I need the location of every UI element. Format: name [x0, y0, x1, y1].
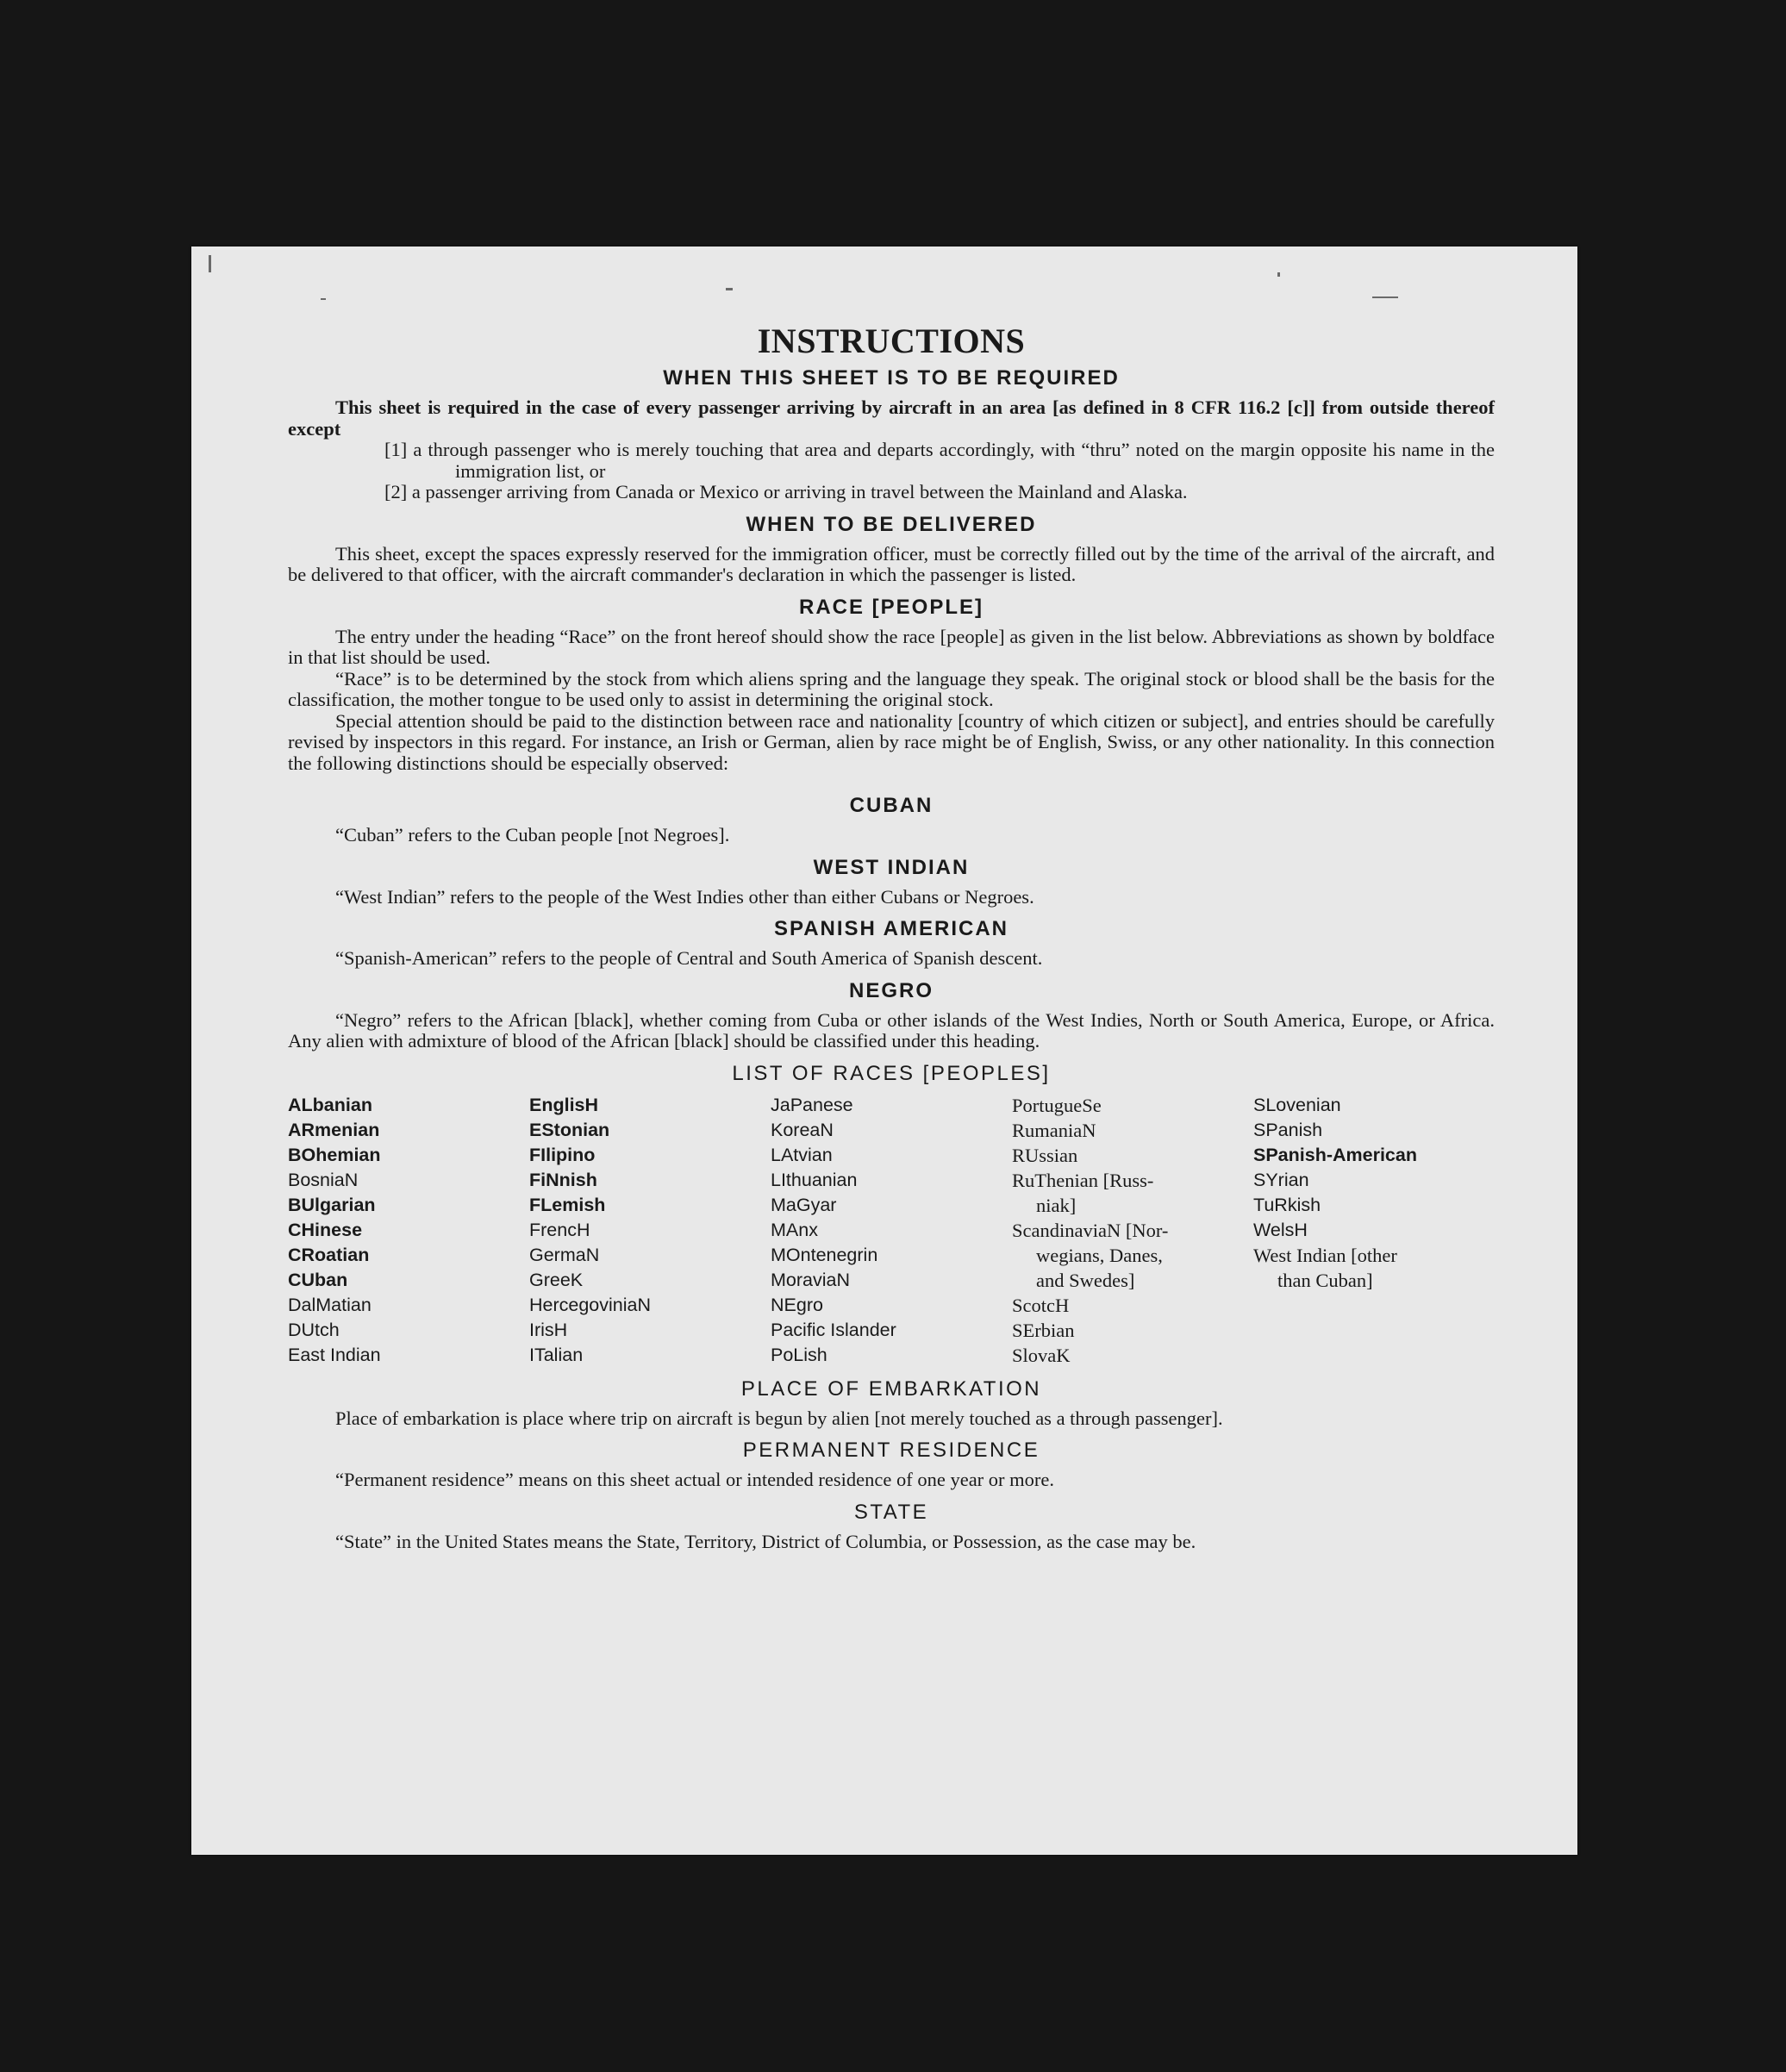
- race-item: RUssian: [1012, 1144, 1078, 1166]
- race-item: DalMatian: [288, 1294, 372, 1315]
- heading-when-required: WHEN THIS SHEET IS TO BE REQUIRED: [663, 366, 1120, 390]
- race-item: IrisH: [529, 1319, 568, 1340]
- race-item: LAtvian: [771, 1144, 833, 1165]
- race-item: GermaN: [529, 1244, 600, 1265]
- heading-negro: NEGRO: [848, 978, 934, 1002]
- race-column-1: [288, 1093, 529, 1368]
- heading-when-delivered: WHEN TO BE DELIVERED: [746, 512, 1037, 536]
- race-item: TuRkish: [1253, 1194, 1321, 1215]
- heading-spanish-american: SPANISH AMERICAN: [773, 917, 1009, 940]
- heading-state: STATE: [853, 1500, 929, 1524]
- race-item: CUban: [288, 1269, 348, 1290]
- exception-item-1: [1] a through passenger who is merely touching that area and departs accordingly, with “thru” noted on the margin opposite his name in the immigration list, or: [384, 439, 1495, 482]
- race-item: SlovaK: [1012, 1344, 1071, 1366]
- section-when-delivered: [288, 544, 1495, 586]
- race-item: ITalian: [529, 1344, 584, 1365]
- heading-cuban: CUBAN: [849, 794, 934, 817]
- race-item: FrencH: [529, 1219, 590, 1240]
- instructions-body: [288, 322, 1495, 1561]
- race-item: MAnx: [771, 1219, 818, 1240]
- heading-race: RACE [PEOPLE]: [798, 595, 984, 619]
- race-item: ScandinaviaN [Nor-: [1012, 1219, 1169, 1241]
- race-item: PoLish: [771, 1344, 827, 1365]
- race-item: wegians, Danes,: [1036, 1244, 1163, 1266]
- race-column-2: [529, 1093, 771, 1368]
- race-item: BosniaN: [288, 1169, 359, 1190]
- cuban-text: “Cuban” refers to the Cuban people [not Negroes].: [335, 824, 730, 846]
- heading-permanent-residence: PERMANENT RESIDENCE: [742, 1439, 1040, 1462]
- race-item: FiNnish: [529, 1169, 597, 1190]
- race-item: BOhemian: [288, 1144, 381, 1165]
- race-item: Pacific Islander: [771, 1319, 896, 1340]
- section-when-required: [288, 397, 1495, 503]
- race-column-5: [1253, 1093, 1495, 1368]
- section-spanish-american: [288, 948, 1495, 970]
- section-embarkation: [288, 1408, 1495, 1430]
- print-speck: [321, 298, 326, 300]
- race-item: SLovenian: [1253, 1094, 1341, 1115]
- race-item: PortugueSe: [1012, 1094, 1102, 1116]
- race-item: MOntenegrin: [771, 1244, 878, 1265]
- when-required-intro: This sheet is required in the case of every passenger arriving by aircraft in an area [as defined in 8 CFR 116.2 [c]] from outside thereof except: [288, 396, 1495, 440]
- race-item: niak]: [1036, 1194, 1077, 1216]
- section-cuban: [288, 825, 1495, 846]
- race-item: WelsH: [1253, 1219, 1308, 1240]
- race-item: SErbian: [1012, 1319, 1075, 1341]
- race-column-4: [1012, 1093, 1253, 1368]
- race-item: ScotcH: [1012, 1294, 1070, 1316]
- race-item: FLemish: [529, 1194, 606, 1215]
- section-race: [288, 627, 1495, 775]
- race-paragraph-1: The entry under the heading “Race” on the front hereof should show the race [people] as given in the list below. Abbreviations as shown by boldface in that list should be used.: [288, 625, 1495, 668]
- heading-embarkation: PLACE OF EMBARKATION: [740, 1376, 1042, 1401]
- race-item: than Cuban]: [1277, 1269, 1373, 1291]
- race-item: RuThenian [Russ-: [1012, 1169, 1154, 1191]
- race-list: [288, 1093, 1495, 1368]
- print-speck: [1372, 296, 1398, 298]
- race-item: FIlipino: [529, 1144, 596, 1165]
- race-item: HercegoviniaN: [529, 1294, 652, 1315]
- section-state: [288, 1532, 1495, 1553]
- race-item: LIthuanian: [771, 1169, 858, 1190]
- race-item: East Indian: [288, 1344, 381, 1365]
- race-item: GreeK: [529, 1269, 584, 1290]
- race-column-3: [771, 1093, 1012, 1368]
- permanent-residence-text: “Permanent residence” means on this sheet actual or intended residence of one year or more.: [335, 1469, 1055, 1490]
- heading-west-indian: WEST INDIAN: [813, 855, 970, 879]
- race-paragraph-3: Special attention should be paid to the distinction between race and nationality [country of which citizen or subject], and entries should be carefully revised by inspectors in this regard. For instance, an Irish or German, alien by race might be of English, Swiss, or any other nationality. In this connection the following distinctions should be especially observed:: [288, 709, 1495, 774]
- race-item: NEgro: [771, 1294, 823, 1315]
- exception-item-2: [2] a passenger arriving from Canada or Mexico or arriving in travel between the Mainland and Alaska.: [384, 481, 1188, 502]
- race-item: BUlgarian: [288, 1194, 376, 1215]
- race-item: SYrian: [1253, 1169, 1309, 1190]
- west-indian-text: “West Indian” refers to the people of the West Indies other than either Cubans or Negroes.: [335, 885, 1034, 908]
- print-speck: [726, 288, 733, 290]
- race-item: SPanish-American: [1253, 1144, 1417, 1165]
- print-speck: [209, 255, 211, 272]
- embarkation-text: Place of embarkation is place where trip on aircraft is begun by alien [not merely touched as a through passenger].: [335, 1407, 1223, 1429]
- negro-text: “Negro” refers to the African [black], whether coming from Cuba or other islands of the West Indies, North or South America, Europe, or Africa. Any alien with admixture of blood of the African [black] should be classified under this heading.: [288, 1008, 1495, 1052]
- race-item: West Indian [other: [1253, 1244, 1397, 1266]
- race-item: EnglisH: [529, 1094, 599, 1115]
- race-paragraph-2: “Race” is to be determined by the stock from which aliens spring and the language they speak. The original stock or blood shall be the basis for the classification, the mother tongue to be used only to assist in determining the original stock.: [288, 667, 1495, 710]
- when-delivered-text: This sheet, except the spaces expressly reserved for the immigration officer, must be correctly filled out by the time of the arrival of the aircraft, and be delivered to that officer, with the aircraft commander's declaration in which the passenger is listed.: [288, 542, 1495, 585]
- race-item: MoraviaN: [771, 1269, 850, 1290]
- section-negro: [288, 1010, 1495, 1052]
- race-item: MaGyar: [771, 1194, 837, 1215]
- race-item: DUtch: [288, 1319, 340, 1340]
- race-item: RumaniaN: [1012, 1119, 1096, 1141]
- race-item: ALbanian: [288, 1094, 372, 1115]
- instruction-sheet: [191, 247, 1577, 1855]
- race-item: JaPanese: [771, 1094, 853, 1115]
- spanish-american-text: “Spanish-American” refers to the people of Central and South America of Spanish descent.: [335, 947, 1043, 969]
- race-item: KoreaN: [771, 1119, 834, 1140]
- race-item: ARmenian: [288, 1119, 380, 1140]
- race-item: CRoatian: [288, 1244, 370, 1265]
- page-title: INSTRUCTIONS: [757, 321, 1026, 360]
- race-item: EStonian: [529, 1119, 610, 1140]
- race-item: SPanish: [1253, 1119, 1323, 1140]
- print-speck: [1277, 272, 1280, 277]
- state-text: “State” in the United States means the State, Territory, District of Columbia, or Possession, as the case may be.: [335, 1530, 1196, 1552]
- heading-list-of-races: LIST OF RACES [PEOPLES]: [732, 1061, 1051, 1085]
- section-permanent-residence: [288, 1470, 1495, 1491]
- race-item: CHinese: [288, 1219, 363, 1240]
- section-west-indian: [288, 887, 1495, 908]
- race-item: and Swedes]: [1036, 1269, 1135, 1291]
